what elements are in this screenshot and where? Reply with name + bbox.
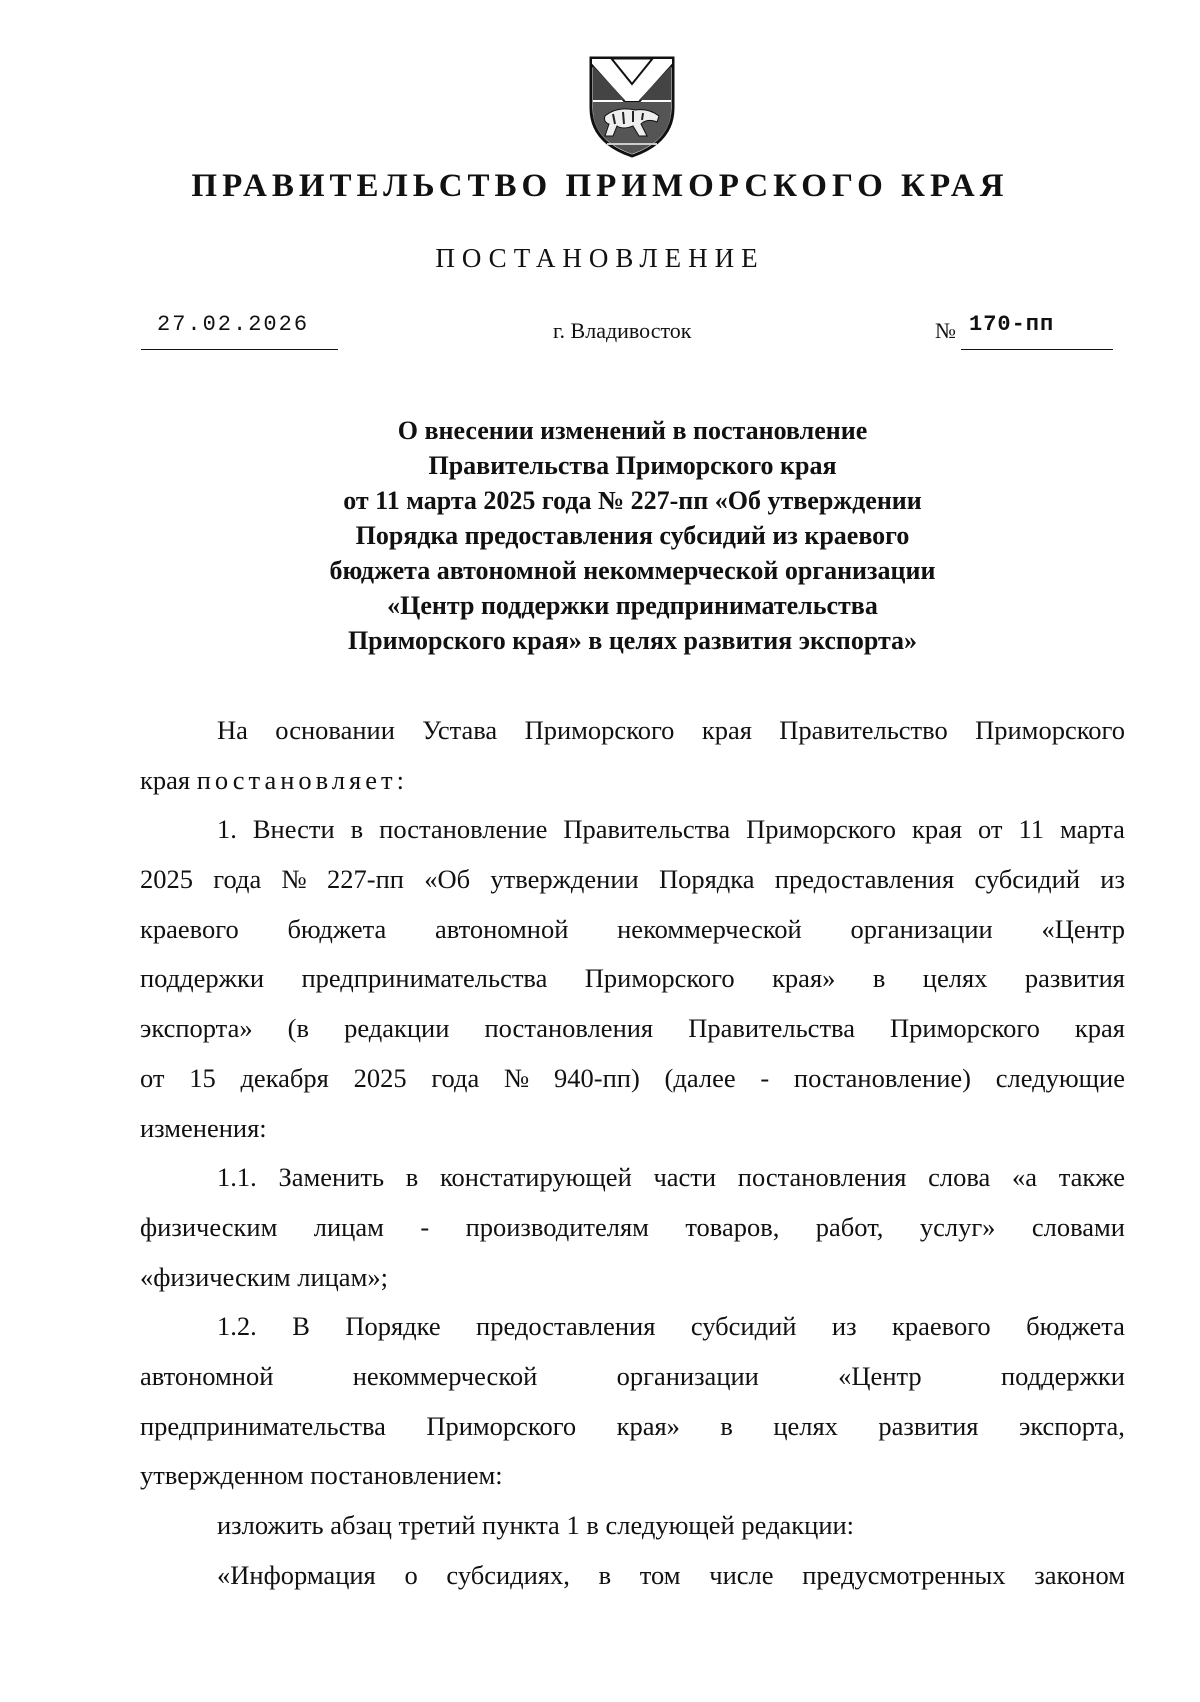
body-word: в [350, 814, 364, 845]
body-word: постановление) [793, 1062, 971, 1093]
body-word: работ, [815, 1211, 884, 1242]
body-word: края [701, 715, 752, 745]
body-word: из [1100, 864, 1125, 895]
body-line [140, 1004, 1125, 1054]
document-city: г. Владивосток [553, 318, 692, 343]
body-word: 2025 [140, 864, 193, 895]
body-word: постановления [484, 1013, 654, 1044]
body-word: Правительства [563, 814, 731, 845]
body-word: развития [878, 1410, 979, 1441]
body-line [140, 756, 1125, 806]
body-word: 2025 [353, 1062, 407, 1093]
body-word: Правительство [779, 715, 948, 745]
number-sign: № [935, 318, 956, 343]
body-word: слова [928, 1162, 991, 1193]
body-word: утверждении [490, 864, 639, 895]
body-word: 1.1. [217, 1162, 257, 1193]
body-word: основании [275, 715, 395, 745]
body-word: от [978, 814, 1003, 845]
body-word: Приморского [524, 715, 675, 745]
subject-line: бюджета автономной некоммерческой организации [329, 556, 936, 585]
body-word: предоставления [774, 864, 955, 895]
body-word: организации [850, 913, 993, 944]
body-word: краевого [891, 1311, 991, 1342]
body-line [140, 706, 1125, 756]
subject-line: О внесении изменений в постановление [397, 416, 868, 445]
body-line [140, 1302, 1125, 1352]
body-word: также [1058, 1162, 1125, 1193]
body-word: марта [1060, 814, 1125, 845]
body-line: «физическим лицам»; [140, 1261, 388, 1292]
body-word: поддержки [1000, 1360, 1125, 1391]
document-date: 27.02.2026 [157, 312, 310, 337]
body-word: «Центр [1041, 913, 1125, 944]
body-line [140, 1551, 1125, 1601]
body-word: числе [709, 1559, 774, 1590]
body-word: года [213, 864, 262, 895]
body-word: Порядке [345, 1311, 441, 1342]
government-title: ПРАВИТЕЛЬСТВО ПРИМОРСКОГО КРАЯ [191, 168, 1009, 204]
body-word: Внести [252, 814, 335, 845]
body-word: услуг» [919, 1211, 996, 1242]
body-word: автономной [434, 913, 569, 944]
body-line [140, 1203, 1125, 1253]
body-word: редакции [344, 1013, 450, 1044]
body-word: № [504, 1062, 530, 1093]
body-word: словами [1031, 1211, 1125, 1242]
body-word: края [911, 814, 963, 845]
body-word: субсидиях, [446, 1559, 570, 1590]
body-word: в [405, 1162, 419, 1193]
body-word: 1. [217, 814, 237, 845]
body-word: бюджета [287, 913, 387, 944]
date-field [141, 312, 338, 350]
body-word: (в [287, 1013, 310, 1044]
body-word: Приморского [426, 1410, 577, 1441]
body-line [140, 1054, 1125, 1104]
body-text: края [140, 764, 191, 795]
number-underline [961, 312, 1113, 350]
body-word: следующие [995, 1062, 1125, 1093]
body-word: некоммерческой [352, 1360, 538, 1391]
body-line [140, 954, 1125, 1004]
body-line: изменения: [140, 1112, 267, 1143]
body-word: - [760, 1062, 770, 1093]
body-word: законом [1034, 1559, 1125, 1590]
body-word: 11 [1018, 814, 1045, 845]
body-word: «а [1012, 1162, 1038, 1193]
number-field [935, 312, 1113, 349]
body-word: автономной [140, 1360, 274, 1391]
body-word: экспорта» [140, 1013, 253, 1044]
body-word: В [292, 1311, 310, 1342]
body-word: о [404, 1559, 418, 1590]
body-line [140, 1402, 1125, 1452]
body-word: в [598, 1559, 612, 1590]
body-word: 15 [189, 1062, 216, 1093]
subject-line: от 11 марта 2025 года № 227-пп «Об утверждении [343, 486, 922, 515]
subject-line: Правительства Приморского края [428, 451, 837, 480]
body-word: развития [1024, 963, 1125, 994]
body-word: некоммерческой [617, 913, 802, 944]
subject-line: Порядка предоставления субсидий из краевого [355, 521, 910, 550]
subject-line: Приморского края» в целях развития экспорта» [347, 626, 918, 655]
body-word: лицам [313, 1211, 384, 1242]
body-word: Приморского [975, 715, 1125, 745]
body-word: констатирующей [439, 1162, 632, 1193]
body-word: краевого [140, 913, 239, 944]
body-line: изложить абзац третий пункта 1 в следующей редакции: [217, 1510, 855, 1540]
body-word: предпринимательства [140, 1410, 386, 1441]
body-word: края» [772, 963, 836, 994]
body-word: поддержки [140, 963, 265, 994]
body-word: № [281, 864, 307, 895]
body-word: экспорта, [1018, 1410, 1125, 1441]
body-word: целях [773, 1410, 838, 1441]
body-word: предусмотренных [802, 1559, 1006, 1590]
body-word: - [420, 1211, 430, 1242]
body-word: целях [922, 963, 988, 994]
decree-word: постановляет: [196, 764, 408, 795]
document-number: 170-пп [969, 312, 1055, 337]
body-word: постановления [737, 1162, 907, 1193]
body-word: производителям [465, 1211, 649, 1242]
body-word: субсидий [690, 1311, 797, 1342]
body-word: в [872, 963, 886, 994]
body-word: 227-пп [327, 864, 404, 895]
document-subject [140, 413, 1125, 658]
body-word: субсидий [974, 864, 1081, 895]
body-word: (далее [664, 1062, 736, 1093]
body-line [140, 1352, 1125, 1402]
body-word: Приморского [746, 814, 896, 845]
document-type: ПОСТАНОВЛЕНИЕ [435, 243, 765, 273]
body-word: в [720, 1410, 733, 1441]
body-word: Приморского [584, 963, 735, 994]
body-word: Приморского [890, 1013, 1040, 1044]
coat-of-arms-emblem [577, 50, 687, 160]
body-word: декабря [240, 1062, 329, 1093]
body-word: На [217, 715, 248, 745]
body-word: края» [616, 1410, 680, 1441]
body-line [140, 855, 1125, 905]
body-word: от [140, 1062, 165, 1093]
body-line [140, 905, 1125, 955]
body-word: физическим [140, 1211, 278, 1242]
body-word: бюджета [1026, 1311, 1125, 1342]
body-word: из [831, 1311, 857, 1342]
body-word: «Центр [838, 1360, 922, 1391]
body-line [140, 1153, 1125, 1203]
body-word: Правительства [688, 1013, 855, 1044]
body-word: «Об [424, 864, 471, 895]
body-word: «Информация [217, 1559, 376, 1590]
body-word: предоставления [476, 1311, 656, 1342]
body-word: товаров, [685, 1211, 780, 1242]
body-word: организации [616, 1360, 759, 1391]
body-word: части [653, 1162, 717, 1193]
subject-line: «Центр поддержки предпринимательства [387, 591, 878, 620]
body-line: утвержденном постановлением: [140, 1460, 503, 1491]
body-word: Устава [422, 715, 498, 745]
body-word: постановление [379, 814, 548, 845]
body-word: года [431, 1062, 480, 1093]
body-word: предпринимательства [301, 963, 548, 994]
document-body [140, 706, 1125, 1600]
body-word: 1.2. [217, 1311, 257, 1342]
body-word: том [639, 1559, 681, 1590]
body-word: Заменить [278, 1162, 385, 1193]
body-word: края [1074, 1013, 1125, 1044]
body-line [140, 805, 1125, 855]
body-word: Порядка [658, 864, 755, 895]
body-word: 940-пп) [554, 1062, 640, 1093]
